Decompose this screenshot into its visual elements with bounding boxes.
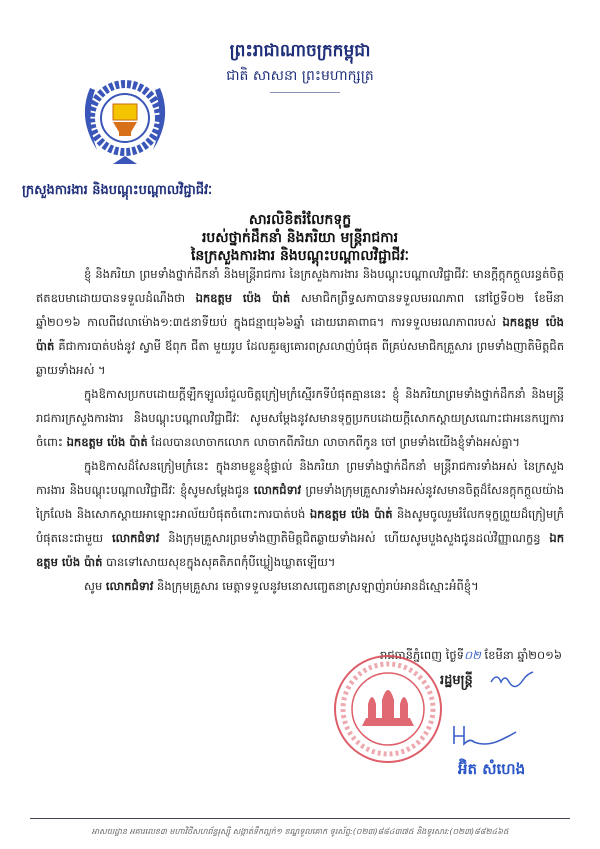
ministry-logo-icon xyxy=(75,58,175,173)
date-day-handwritten: ០២ xyxy=(463,648,481,662)
emphasized-name: លោកជំទាវ xyxy=(253,483,302,497)
paragraph-text: សមាជិកព្រឹទ្ធសភាបានទទួលមរណភាព នៅថ្ងៃទី០២ ខែមីនា ឆ្នាំ២០១៦ កាលពីវេលាម៉ោង១:៣៥នាទីយប់ ក្នុងជន្មាយុ៦៦ឆ្នាំ ដោយរោគាពាធ។ ការទទួលមរណភាពរបស់ xyxy=(36,291,564,329)
paragraph-text: គឺជាការបាត់បង់នូវ ស្វាមី ឪពុក ជីតា មួយរូប ដែលគួរឲ្យគោរពស្រលាញ់បំផុត ពីគ្រប់សមាជិកគ្រួសារ ព្រមទាំងញាតិមិត្តជិតឆ្ងាយទាំងអស់ ។ xyxy=(36,339,564,377)
paragraph-text: ក្នុងឱកាសប្រកបដោយក្តីឡឺកឡូលរំជួលចិត្តក្រៀមក្រំស្មើរកទីបំផុតគ្មាននេះ ខ្ញុំ និងភរិយាព្រមទាំងថ្នាក់ដឹកនាំ និងមន្ត្រីរាជការក្រសួងការងារ និងបណ្តុះបណ្តាលវិជ្ជាជីវៈ សូមសម្តែងនូវសមានទុក្ខប្រកបដោយក្តីសោកស្តាយស្រណោះជាអនេកប្បការ ចំពោះ xyxy=(36,387,564,449)
paragraph-text: ដែលបានលាចាកលោក លាចាកពីភរិយា លាចាកពីកូន ចៅ ព្រមទាំងយើងខ្ញុំទាំងអស់គ្នា។ xyxy=(147,435,520,449)
paragraph-text: បានទៅសោយសុខក្នុងសុគតិភពកុំបីឃ្លៀងឃ្លាតឡើយ។ xyxy=(102,555,336,569)
letter-subtitle-ministry: នៃក្រសួងការងារ និងបណ្តុះបណ្តាលវិជ្ជាជីវៈ xyxy=(190,248,410,264)
body-paragraph xyxy=(36,262,564,382)
signatory-title: រដ្ឋមន្ត្រី xyxy=(440,673,473,688)
body-paragraph xyxy=(36,382,564,454)
letter-subtitle: របស់ថ្នាក់ដឹកនាំ និងភរិយា មន្ត្រីរាជការ xyxy=(201,230,399,246)
letter-title: សារលិខិតរំលែកទុក្ខ xyxy=(248,212,352,228)
ornament-divider xyxy=(270,92,340,93)
emphasized-name: ឯកឧត្តម ប៉េង ប៉ាត់ xyxy=(36,531,565,569)
paragraph-text: ខ្ញុំ និងភរិយា ព្រមទាំងថ្នាក់ដឹកនាំ និងមន្ត្រីរាជការ នៃក្រសួងការងារ និងបណ្តុះបណ្តាលវិជ្ជាជីវៈ មានក្តីក្តុកក្តួលរន្ធត់ចិត្តឥតឧបមាដោយបានទទួលដំណឹងថា xyxy=(36,267,564,305)
initial-signature xyxy=(488,668,538,690)
date-month-year: ខែមីនា ឆ្នាំ២០១៦ xyxy=(480,648,562,662)
paragraph-text: និងក្រុមគ្រួសារព្រមទាំងញាតិមិត្តជិតឆ្ងាយទាំងអស់ ហើយសូមបួងសួងជូនដល់វិញ្ញាណក្ខន្ធ xyxy=(159,531,550,545)
ministry-name: ក្រសួងការងារ និងបណ្តុះបណ្តាលវិជ្ជាជីវៈ xyxy=(22,183,213,198)
paragraph-text: និងក្រុមគ្រួសារ មេត្តាទទួលនូវមនោសញ្ចេតនាស្រឡាញ់រាប់អានដ៏ស្មោះអំពីខ្ញុំ។ xyxy=(153,579,479,593)
kingdom-heading: ព្រះរាជាណាចក្រកម្ពុជា xyxy=(229,41,371,61)
handwritten-signature xyxy=(450,722,520,748)
body-paragraph xyxy=(36,454,564,574)
paragraph-text: ក្នុងឱកាសដ៏សែនក្រៀមក្រំនេះ ក្នុងនាមខ្លួនខ្ញុំផ្ទាល់ និងភរិយា ព្រមទាំងថ្នាក់ដឹកនាំ មន្ត្រីរាជការទាំងអស់ នៃក្រសួងការងារ និងបណ្តុះបណ្តាលវិជ្ជាជីវៈ ខ្ញុំសូមសម្តែងជូន xyxy=(36,459,564,497)
official-seal-stamp xyxy=(332,650,444,768)
emphasized-name: លោកជំទាវ xyxy=(105,579,154,593)
signatory-name: អ៊ិត សំហេង xyxy=(458,760,526,778)
national-motto: ជាតិ សាសនា ព្រះមហាក្សត្រ xyxy=(226,68,374,84)
date-place: រាជធានីភ្នំពេញ ថ្ងៃទី xyxy=(380,648,464,662)
emphasized-name: ឯកឧត្តម ប៉េង ប៉ាត់ xyxy=(36,315,564,353)
body-paragraph xyxy=(36,574,564,598)
footer-address: អាសយដ្ឋាន អគារលេខ៣ មហាវិថីសហព័ន្ធរុស្ស៊ី សង្កាត់ទឹកល្អក់១ ខណ្ឌទួលគោក ទូរស័ព្ទ:(០២៣)៨៨៤៣៧៥ និងទូរសារ:(០២៣)៨៨២៤៦៥ xyxy=(91,827,509,836)
emphasized-name: ឯកឧត្តម ប៉េង ប៉ាត់ xyxy=(66,435,148,449)
paragraph-text: ព្រមទាំងក្រុមគ្រួសារទាំងអស់នូវសមានចិត្តដ៏សែនក្តុកក្តួលយ៉ាងក្រៃលែង និងសោកស្តាយអាឡោះអាល័យបំផុតចំពោះការបាត់បង់ xyxy=(36,483,564,521)
emphasized-name: ឯកឧត្តម ប៉េង ប៉ាត់ xyxy=(309,507,393,521)
letter-body xyxy=(36,262,564,598)
emphasized-name: ឯកឧត្តម ប៉េង ប៉ាត់ xyxy=(195,291,291,305)
footer-divider xyxy=(30,818,570,819)
emphasized-name: លោកជំទាវ xyxy=(111,531,160,545)
paragraph-text: និងសូមចូលរួមរំលែកទុក្ខព្រួយដ៏ក្រៀមក្រំបំផុតនេះជាមួយ xyxy=(36,507,564,545)
paragraph-text: សូម xyxy=(84,579,106,593)
